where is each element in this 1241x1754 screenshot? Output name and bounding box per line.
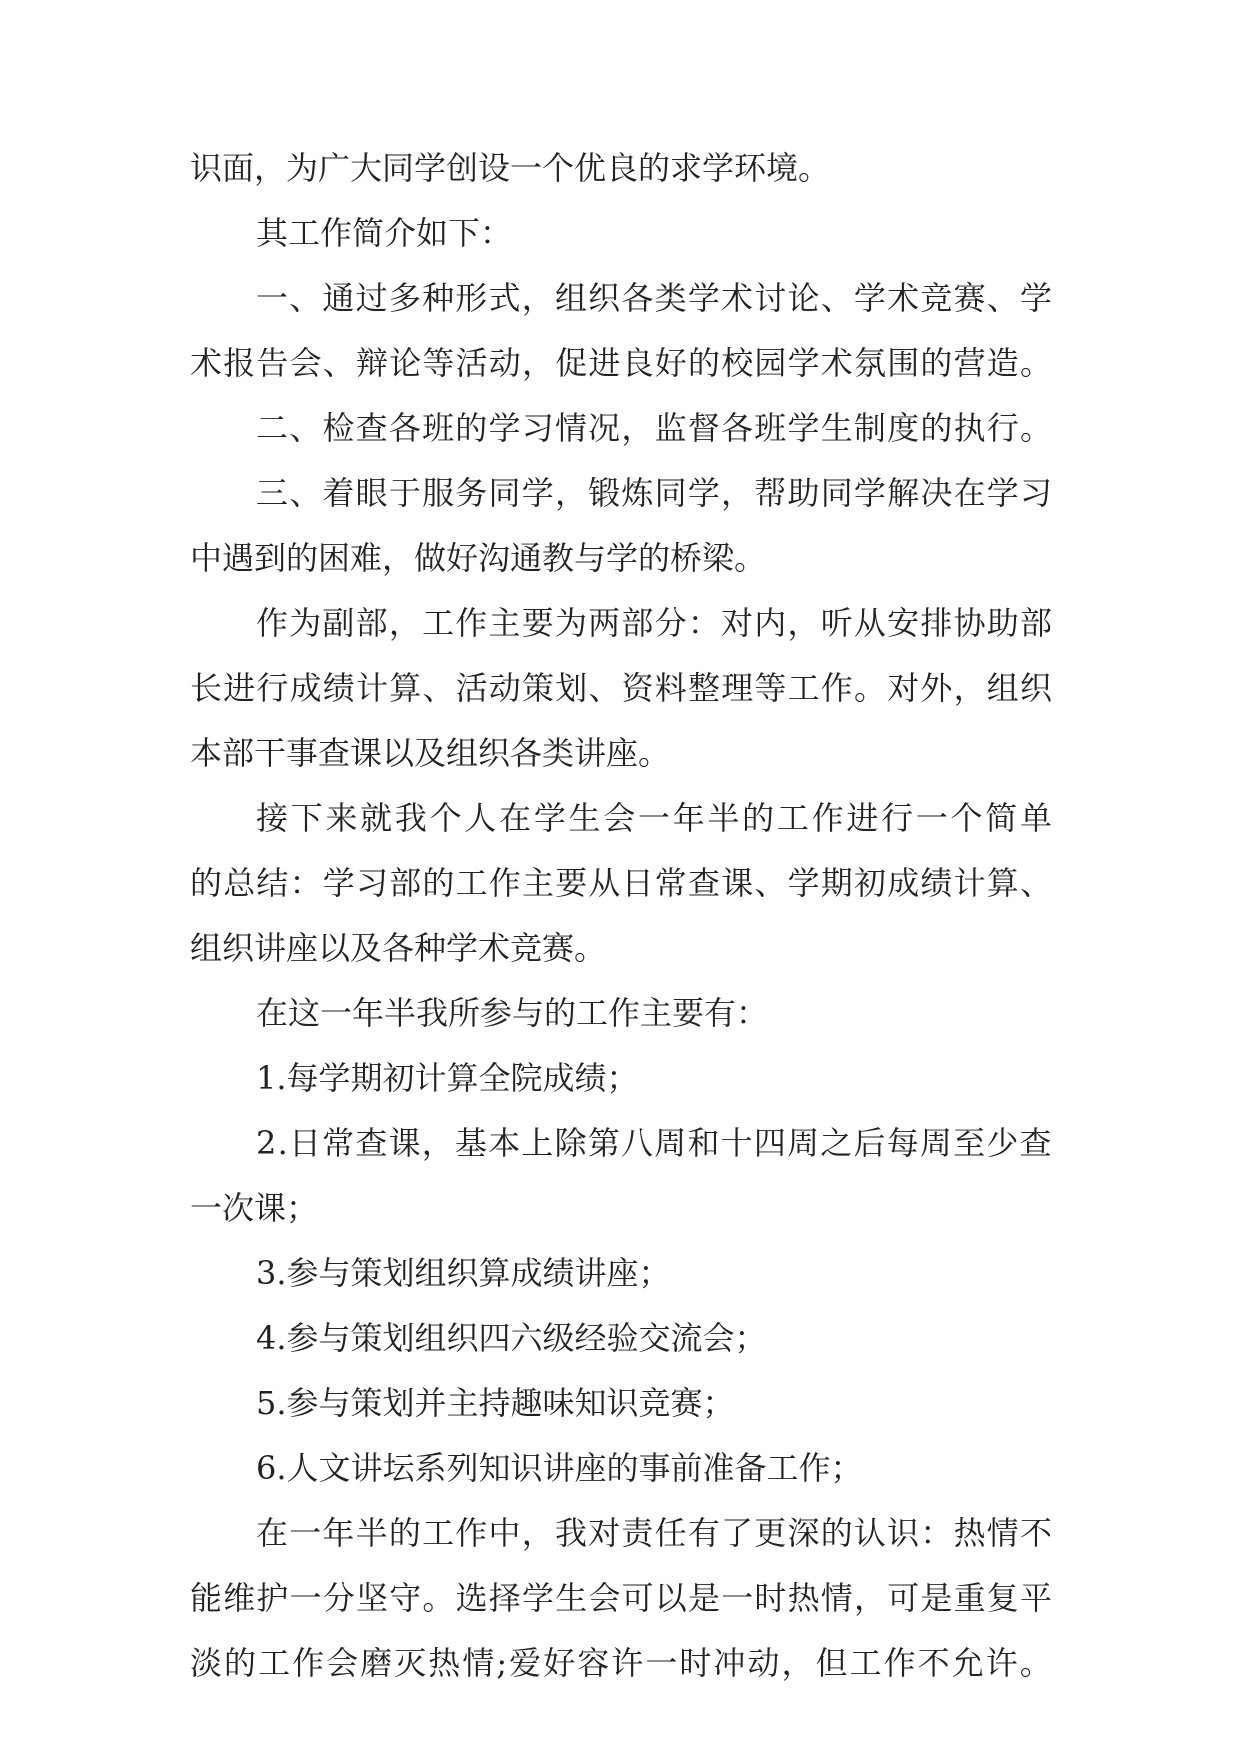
paragraph-line: 长进行成绩计算、活动策划、资料整理等工作。对外，组织 [190,669,1054,707]
paragraph-line: 术报告会、辩论等活动，促进良好的校园学术氛围的营造。 [190,344,1054,382]
paragraph-line: 作为副部，工作主要为两部分：对内，听从安排协助部 [256,604,1054,642]
paragraph-line: 接下来就我个人在学生会一年半的工作进行一个简单 [256,799,1055,837]
paragraph-line: 一、通过多种形式，组织各类学术讨论、学术竞赛、学 [256,279,1054,317]
list-item: 3.参与策划组织算成绩讲座； [256,1254,671,1292]
paragraph-line: 识面，为广大同学创设一个优良的求学环境。 [190,149,831,187]
list-item: 5.参与策划并主持趣味知识竞赛； [256,1384,735,1422]
paragraph-line: 一次课； [190,1189,319,1227]
paragraph-line: 的总结：学习部的工作主要从日常查课、学期初成绩计算、 [190,864,1054,902]
paragraph-line: 中遇到的困难，做好沟通教与学的桥梁。 [190,539,767,577]
paragraph-line: 能维护一分坚守。选择学生会可以是一时热情，可是重复平 [190,1579,1054,1617]
paragraph-line: 组织讲座以及各种学术竞赛。 [190,929,607,967]
paragraph-line: 在这一年半我所参与的工作主要有： [256,994,769,1032]
paragraph-line: 在一年半的工作中，我对责任有了更深的认识：热情不 [256,1514,1054,1552]
list-item: 1.每学期初计算全院成绩； [256,1059,639,1097]
paragraph-line: 三、着眼于服务同学，锻炼同学，帮助同学解决在学习 [256,474,1054,512]
list-item: 2.日常查课，基本上除第八周和十四周之后每周至少查 [256,1124,1053,1162]
list-item: 6.人文讲坛系列知识讲座的事前准备工作； [256,1449,863,1487]
paragraph-line: 二、检查各班的学习情况，监督各班学生制度的执行。 [256,409,1054,447]
paragraph-line: 其工作简介如下： [256,214,513,252]
paragraph-line: 本部干事查课以及组织各类讲座。 [190,734,671,772]
paragraph-line: 淡的工作会磨灭热情;爱好容许一时冲动，但工作不允许。 [190,1644,1054,1682]
list-item: 4.参与策划组织四六级经验交流会； [256,1319,767,1357]
